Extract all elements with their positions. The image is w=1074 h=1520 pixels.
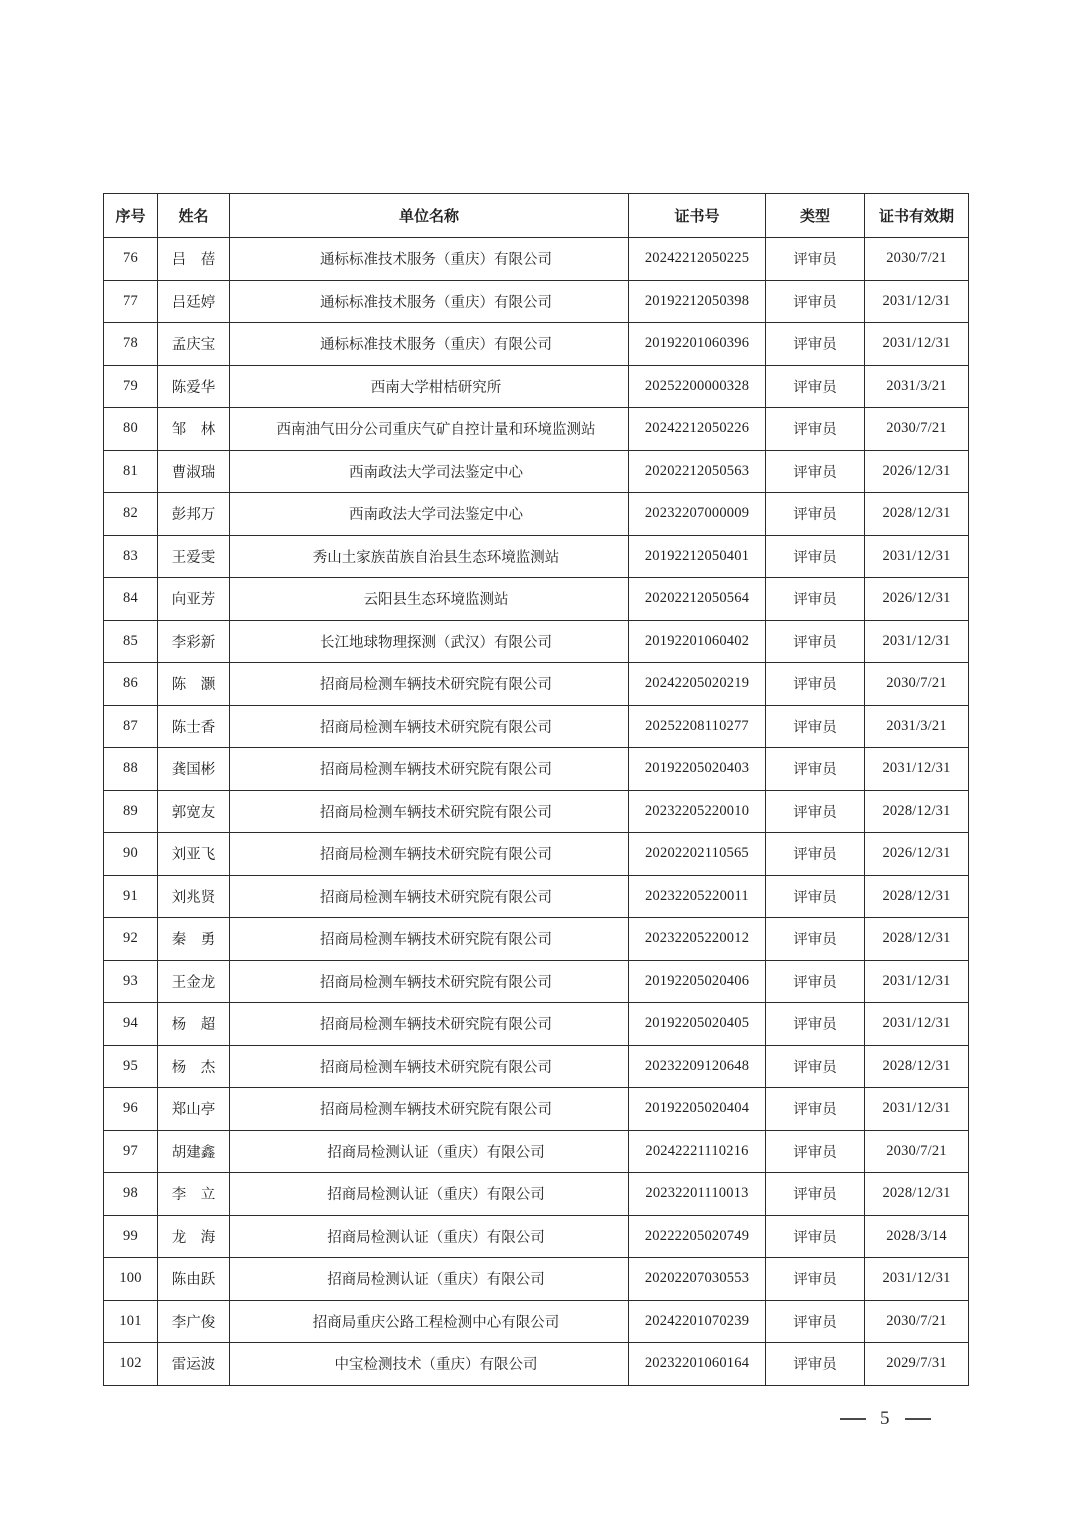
table-cell-org: 秀山土家族苗族自治县生态环境监测站 xyxy=(230,535,629,578)
table-cell-type: 评审员 xyxy=(766,1130,865,1173)
table-cell-org: 招商局检测车辆技术研究院有限公司 xyxy=(230,1003,629,1046)
table-cell-name: 杨 超 xyxy=(158,1003,230,1046)
table-cell-cert: 20202202110565 xyxy=(629,833,766,876)
table-cell-valid: 2028/12/31 xyxy=(865,1173,969,1216)
table-cell-org: 招商局检测认证（重庆）有限公司 xyxy=(230,1173,629,1216)
table-cell-valid: 2031/12/31 xyxy=(865,620,969,663)
table-row xyxy=(104,748,969,791)
table-cell-name: 孟庆宝 xyxy=(158,323,230,366)
table-cell-name: 刘兆贤 xyxy=(158,875,230,918)
table-cell-org: 招商局检测车辆技术研究院有限公司 xyxy=(230,918,629,961)
table-cell-index: 98 xyxy=(104,1173,158,1216)
table-cell-index: 80 xyxy=(104,408,158,451)
table-cell-index: 87 xyxy=(104,705,158,748)
table-cell-index: 97 xyxy=(104,1130,158,1173)
table-cell-cert: 20232201060164 xyxy=(629,1343,766,1386)
table-cell-type: 评审员 xyxy=(766,1003,865,1046)
table-cell-valid: 2031/12/31 xyxy=(865,535,969,578)
table-cell-valid: 2030/7/21 xyxy=(865,408,969,451)
table-cell-index: 93 xyxy=(104,960,158,1003)
table-cell-name: 吕廷婷 xyxy=(158,280,230,323)
table-cell-index: 77 xyxy=(104,280,158,323)
table-cell-name: 胡建鑫 xyxy=(158,1130,230,1173)
table-cell-cert: 20202212050563 xyxy=(629,450,766,493)
table-cell-index: 101 xyxy=(104,1300,158,1343)
table-cell-cert: 20232207000009 xyxy=(629,493,766,536)
table-cell-index: 86 xyxy=(104,663,158,706)
column-header-name: 姓名 xyxy=(158,194,230,238)
table-cell-valid: 2031/12/31 xyxy=(865,748,969,791)
table-cell-valid: 2028/12/31 xyxy=(865,790,969,833)
table-cell-valid: 2028/12/31 xyxy=(865,918,969,961)
table-cell-type: 评审员 xyxy=(766,1045,865,1088)
table-cell-cert: 20242205020219 xyxy=(629,663,766,706)
table-cell-type: 评审员 xyxy=(766,280,865,323)
table-cell-cert: 20192212050401 xyxy=(629,535,766,578)
table-cell-cert: 20232209120648 xyxy=(629,1045,766,1088)
table-cell-org: 招商局检测车辆技术研究院有限公司 xyxy=(230,833,629,876)
table-row xyxy=(104,705,969,748)
table-cell-index: 102 xyxy=(104,1343,158,1386)
table-cell-org: 西南政法大学司法鉴定中心 xyxy=(230,450,629,493)
table-cell-index: 91 xyxy=(104,875,158,918)
table-row xyxy=(104,1003,969,1046)
table-row xyxy=(104,493,969,536)
table-cell-org: 招商局检测认证（重庆）有限公司 xyxy=(230,1258,629,1301)
table-cell-type: 评审员 xyxy=(766,408,865,451)
table-cell-valid: 2031/12/31 xyxy=(865,323,969,366)
table-cell-valid: 2026/12/31 xyxy=(865,578,969,621)
table-cell-index: 89 xyxy=(104,790,158,833)
table-cell-org: 招商局重庆公路工程检测中心有限公司 xyxy=(230,1300,629,1343)
table-cell-org: 西南政法大学司法鉴定中心 xyxy=(230,493,629,536)
table-row xyxy=(104,450,969,493)
table-row xyxy=(104,875,969,918)
table-cell-org: 长江地球物理探测（武汉）有限公司 xyxy=(230,620,629,663)
table-cell-name: 陈 灏 xyxy=(158,663,230,706)
table-cell-org: 招商局检测车辆技术研究院有限公司 xyxy=(230,1045,629,1088)
table-cell-org: 招商局检测认证（重庆）有限公司 xyxy=(230,1215,629,1258)
table-cell-name: 曹淑瑞 xyxy=(158,450,230,493)
table-cell-cert: 20252200000328 xyxy=(629,365,766,408)
table-cell-index: 82 xyxy=(104,493,158,536)
table-cell-type: 评审员 xyxy=(766,875,865,918)
table-cell-type: 评审员 xyxy=(766,365,865,408)
table-cell-name: 郭宽友 xyxy=(158,790,230,833)
table-cell-cert: 20222205020749 xyxy=(629,1215,766,1258)
table-cell-name: 李广俊 xyxy=(158,1300,230,1343)
table-cell-valid: 2031/12/31 xyxy=(865,960,969,1003)
table-cell-name: 彭邦万 xyxy=(158,493,230,536)
table-cell-valid: 2030/7/21 xyxy=(865,1300,969,1343)
table-cell-name: 王金龙 xyxy=(158,960,230,1003)
table-cell-cert: 20232205220012 xyxy=(629,918,766,961)
table-cell-org: 通标标准技术服务（重庆）有限公司 xyxy=(230,323,629,366)
table-cell-org: 招商局检测车辆技术研究院有限公司 xyxy=(230,960,629,1003)
table-cell-cert: 20202212050564 xyxy=(629,578,766,621)
table-cell-type: 评审员 xyxy=(766,1173,865,1216)
table-row xyxy=(104,238,969,281)
table-row xyxy=(104,1088,969,1131)
table-cell-index: 90 xyxy=(104,833,158,876)
table-cell-valid: 2031/3/21 xyxy=(865,705,969,748)
page-number-right-dash xyxy=(905,1418,931,1420)
table-cell-cert: 20232205220011 xyxy=(629,875,766,918)
page-number-left-dash xyxy=(840,1418,866,1420)
table-cell-org: 招商局检测车辆技术研究院有限公司 xyxy=(230,790,629,833)
table-cell-type: 评审员 xyxy=(766,450,865,493)
column-header-cert: 证书号 xyxy=(629,194,766,238)
table-cell-index: 83 xyxy=(104,535,158,578)
table-cell-org: 中宝检测技术（重庆）有限公司 xyxy=(230,1343,629,1386)
table-cell-org: 西南油气田分公司重庆气矿自控计量和环境监测站 xyxy=(230,408,629,451)
table-cell-org: 招商局检测车辆技术研究院有限公司 xyxy=(230,875,629,918)
table-cell-valid: 2026/12/31 xyxy=(865,450,969,493)
table-cell-valid: 2031/3/21 xyxy=(865,365,969,408)
table-cell-valid: 2031/12/31 xyxy=(865,1258,969,1301)
table-cell-index: 79 xyxy=(104,365,158,408)
table-row xyxy=(104,280,969,323)
table-cell-cert: 20242212050225 xyxy=(629,238,766,281)
column-header-index: 序号 xyxy=(104,194,158,238)
table-cell-type: 评审员 xyxy=(766,535,865,578)
table-cell-valid: 2031/12/31 xyxy=(865,1003,969,1046)
table-cell-name: 李 立 xyxy=(158,1173,230,1216)
table-cell-valid: 2028/12/31 xyxy=(865,1045,969,1088)
table-row xyxy=(104,960,969,1003)
table-row xyxy=(104,663,969,706)
page-number xyxy=(840,1408,931,1430)
table-cell-type: 评审员 xyxy=(766,1258,865,1301)
table-cell-index: 85 xyxy=(104,620,158,663)
table-row xyxy=(104,578,969,621)
table-row xyxy=(104,1215,969,1258)
table-cell-name: 王爱雯 xyxy=(158,535,230,578)
table-cell-valid: 2031/12/31 xyxy=(865,1088,969,1131)
page-number-value: 5 xyxy=(880,1408,891,1429)
table-cell-name: 刘亚飞 xyxy=(158,833,230,876)
table-row xyxy=(104,408,969,451)
table-cell-type: 评审员 xyxy=(766,790,865,833)
table-cell-type: 评审员 xyxy=(766,1215,865,1258)
table-cell-index: 95 xyxy=(104,1045,158,1088)
table-cell-valid: 2028/12/31 xyxy=(865,875,969,918)
table-row xyxy=(104,1343,969,1386)
table-cell-valid: 2030/7/21 xyxy=(865,1130,969,1173)
table-row xyxy=(104,365,969,408)
table-cell-type: 评审员 xyxy=(766,493,865,536)
table-cell-cert: 20202207030553 xyxy=(629,1258,766,1301)
table-cell-cert: 20242201070239 xyxy=(629,1300,766,1343)
table-header-row xyxy=(104,194,969,238)
table-row xyxy=(104,1258,969,1301)
table-cell-index: 96 xyxy=(104,1088,158,1131)
table-cell-name: 陈爱华 xyxy=(158,365,230,408)
table-cell-valid: 2028/12/31 xyxy=(865,493,969,536)
table-cell-name: 陈由跃 xyxy=(158,1258,230,1301)
table-cell-cert: 20192205020403 xyxy=(629,748,766,791)
column-header-org: 单位名称 xyxy=(230,194,629,238)
table-cell-org: 通标标准技术服务（重庆）有限公司 xyxy=(230,238,629,281)
table-cell-valid: 2028/3/14 xyxy=(865,1215,969,1258)
table-cell-type: 评审员 xyxy=(766,620,865,663)
table-cell-cert: 20192205020404 xyxy=(629,1088,766,1131)
table-cell-type: 评审员 xyxy=(766,748,865,791)
table-cell-valid: 2030/7/21 xyxy=(865,663,969,706)
table-cell-index: 99 xyxy=(104,1215,158,1258)
table-cell-name: 吕 蓓 xyxy=(158,238,230,281)
table-cell-type: 评审员 xyxy=(766,705,865,748)
table-cell-valid: 2026/12/31 xyxy=(865,833,969,876)
table-cell-cert: 20192212050398 xyxy=(629,280,766,323)
table-cell-org: 招商局检测认证（重庆）有限公司 xyxy=(230,1130,629,1173)
table-cell-valid: 2029/7/31 xyxy=(865,1343,969,1386)
table-cell-org: 云阳县生态环境监测站 xyxy=(230,578,629,621)
table-cell-name: 雷运波 xyxy=(158,1343,230,1386)
table-cell-index: 100 xyxy=(104,1258,158,1301)
table-row xyxy=(104,1173,969,1216)
table-cell-cert: 20232201110013 xyxy=(629,1173,766,1216)
table-cell-name: 秦 勇 xyxy=(158,918,230,961)
table-cell-name: 邹 林 xyxy=(158,408,230,451)
table-row xyxy=(104,790,969,833)
table-cell-index: 92 xyxy=(104,918,158,961)
table-cell-name: 杨 杰 xyxy=(158,1045,230,1088)
table-cell-index: 88 xyxy=(104,748,158,791)
column-header-valid: 证书有效期 xyxy=(865,194,969,238)
table-cell-org: 招商局检测车辆技术研究院有限公司 xyxy=(230,748,629,791)
table-cell-index: 81 xyxy=(104,450,158,493)
table-cell-valid: 2031/12/31 xyxy=(865,280,969,323)
table-row xyxy=(104,535,969,578)
table-cell-index: 76 xyxy=(104,238,158,281)
table-cell-index: 94 xyxy=(104,1003,158,1046)
table-cell-type: 评审员 xyxy=(766,323,865,366)
table-cell-cert: 20252208110277 xyxy=(629,705,766,748)
table-row xyxy=(104,918,969,961)
table-cell-name: 向亚芳 xyxy=(158,578,230,621)
table-cell-cert: 20242212050226 xyxy=(629,408,766,451)
table-cell-type: 评审员 xyxy=(766,1343,865,1386)
table-cell-cert: 20192201060402 xyxy=(629,620,766,663)
column-header-type: 类型 xyxy=(766,194,865,238)
table-cell-cert: 20242221110216 xyxy=(629,1130,766,1173)
table-cell-type: 评审员 xyxy=(766,663,865,706)
table-cell-org: 通标标准技术服务（重庆）有限公司 xyxy=(230,280,629,323)
table-cell-cert: 20192205020406 xyxy=(629,960,766,1003)
table-cell-index: 84 xyxy=(104,578,158,621)
table-row xyxy=(104,323,969,366)
certificate-table xyxy=(103,193,969,1386)
table-cell-org: 招商局检测车辆技术研究院有限公司 xyxy=(230,663,629,706)
table-cell-org: 招商局检测车辆技术研究院有限公司 xyxy=(230,1088,629,1131)
table-row xyxy=(104,833,969,876)
table-cell-type: 评审员 xyxy=(766,578,865,621)
table-cell-name: 李彩新 xyxy=(158,620,230,663)
table-cell-org: 招商局检测车辆技术研究院有限公司 xyxy=(230,705,629,748)
table-row xyxy=(104,1045,969,1088)
table-row xyxy=(104,1300,969,1343)
table-cell-valid: 2030/7/21 xyxy=(865,238,969,281)
table-cell-index: 78 xyxy=(104,323,158,366)
table-cell-type: 评审员 xyxy=(766,1300,865,1343)
table-cell-name: 郑山亭 xyxy=(158,1088,230,1131)
table-cell-type: 评审员 xyxy=(766,960,865,1003)
table-cell-type: 评审员 xyxy=(766,833,865,876)
table-cell-cert: 20232205220010 xyxy=(629,790,766,833)
table-row xyxy=(104,1130,969,1173)
table-cell-cert: 20192205020405 xyxy=(629,1003,766,1046)
table-cell-type: 评审员 xyxy=(766,238,865,281)
table-cell-type: 评审员 xyxy=(766,1088,865,1131)
table-cell-name: 龙 海 xyxy=(158,1215,230,1258)
table-cell-name: 陈士香 xyxy=(158,705,230,748)
table-cell-name: 龚国彬 xyxy=(158,748,230,791)
table-cell-type: 评审员 xyxy=(766,918,865,961)
table-cell-org: 西南大学柑桔研究所 xyxy=(230,365,629,408)
table-row xyxy=(104,620,969,663)
table-cell-cert: 20192201060396 xyxy=(629,323,766,366)
